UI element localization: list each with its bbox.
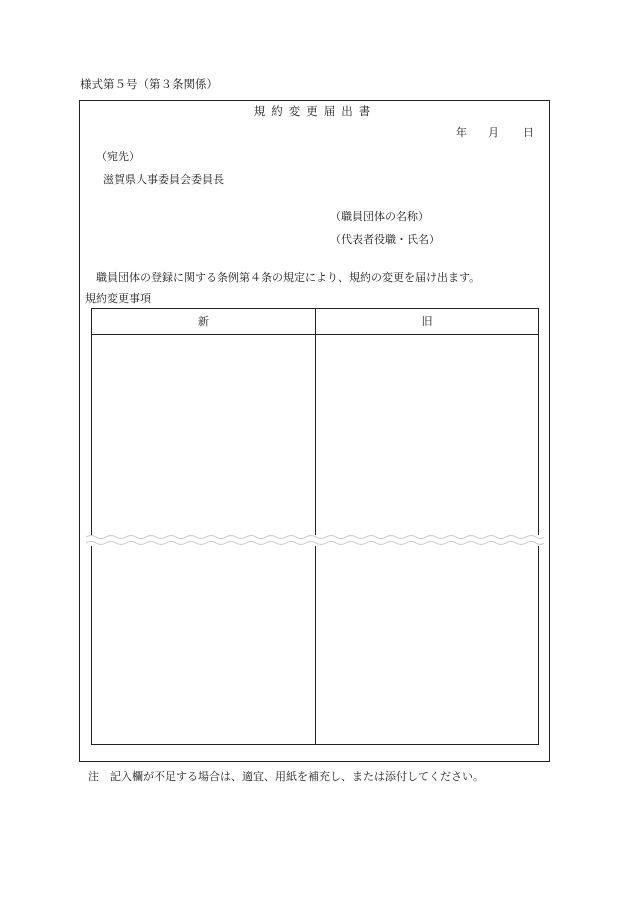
column-header-old: 旧	[421, 315, 433, 328]
new-content-cell[interactable]	[92, 335, 315, 536]
column-header-new: 新	[198, 315, 209, 328]
statement-text: 職員団体の登録に関する条例第４条の規定により、規約の変更を届け出ます。	[96, 271, 481, 284]
org-name-label: （職員団体の名称）	[330, 210, 429, 223]
addressee-label: （宛先）	[96, 150, 140, 163]
representative-label: （代表者役職・氏名）	[330, 233, 440, 246]
date-year-label: 年	[456, 126, 467, 139]
footnote: 注 記入欄が不足する場合は、適宜、用紙を補充し、または添付してください。	[88, 770, 484, 783]
section-label: 規約変更事項	[85, 292, 151, 305]
date-day-label: 日	[523, 126, 534, 139]
change-table-upper	[91, 308, 539, 535]
change-table-lower	[91, 546, 539, 745]
old-content-cell[interactable]	[316, 335, 538, 536]
new-content-cell[interactable]	[92, 546, 315, 744]
date-month-label: 月	[488, 126, 499, 139]
addressee-name: 滋賀県人事委員会委員長	[103, 173, 224, 186]
old-content-cell[interactable]	[316, 546, 538, 744]
form-title: 規約変更届出書	[253, 104, 377, 118]
form-number-label: 様式第５号（第３条関係）	[80, 77, 218, 91]
